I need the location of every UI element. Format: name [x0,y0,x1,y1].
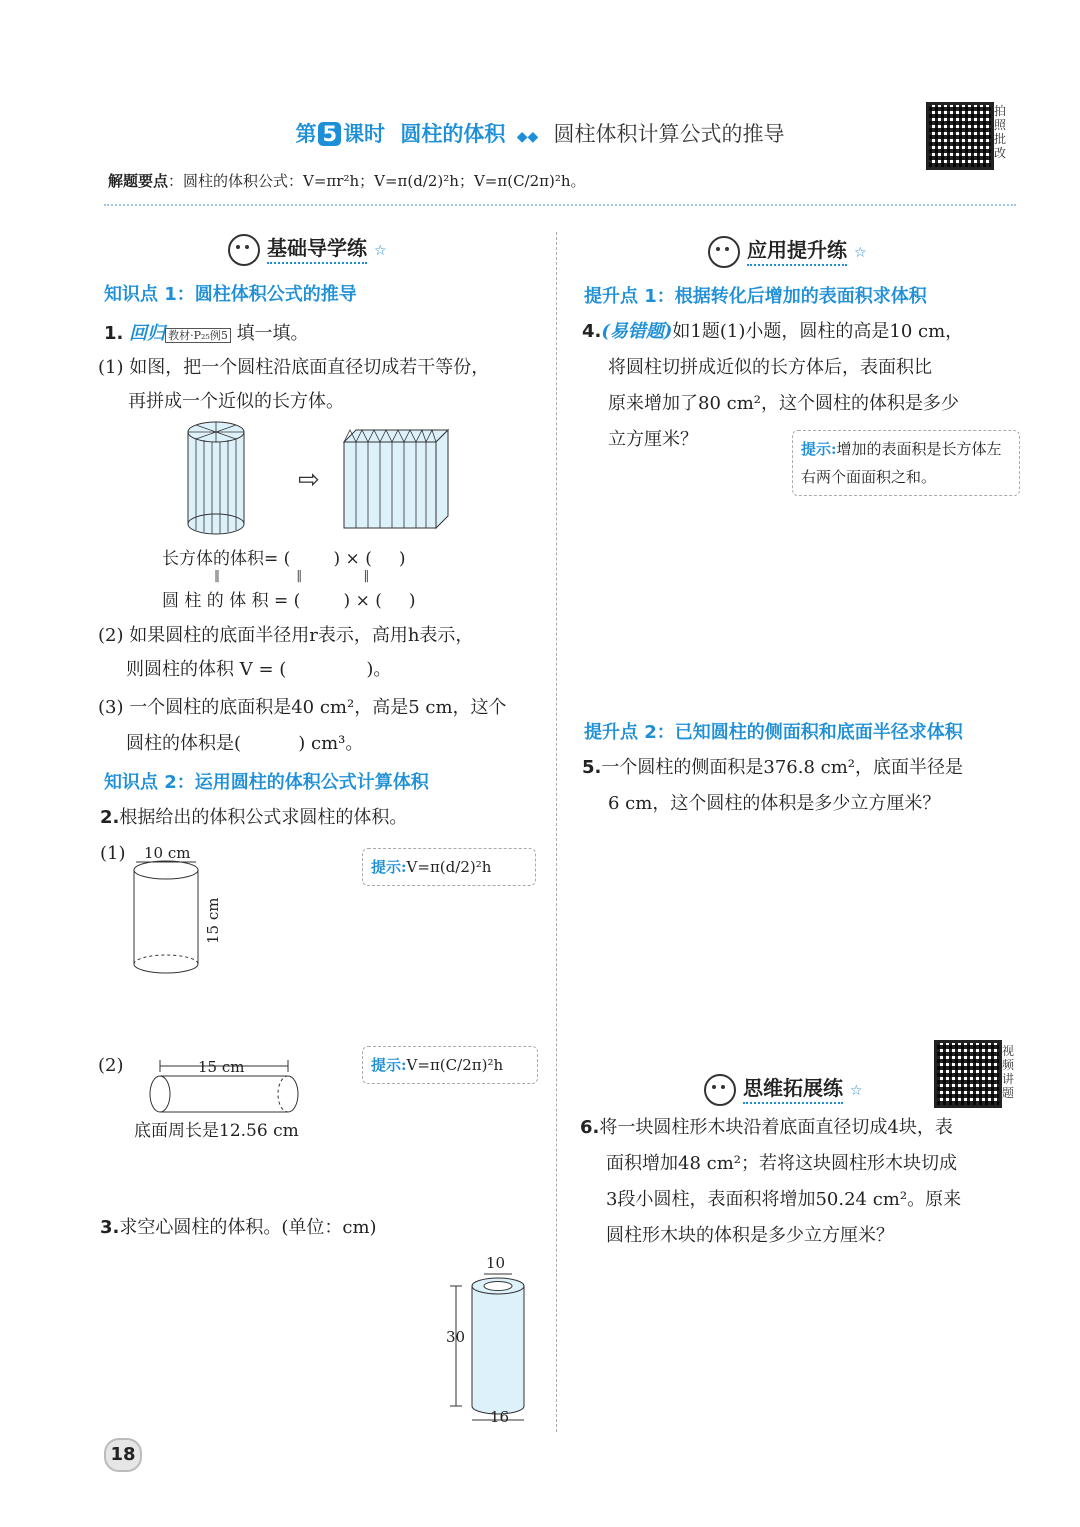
lesson-prefix: 第 [295,122,317,146]
q5-number: 5. [582,757,602,778]
q1-part3: (3) 一个圆柱的底面积是40 cm²，高是5 cm，这个 [98,697,507,718]
equal-marks: ‖ ‖ ‖ [214,568,370,582]
tip-point-2: 提升点 2：已知圆柱的侧面积和底面半径求体积 [584,722,963,743]
q6-number: 6. [580,1117,600,1138]
q5-line-1: 一个圆柱的侧面积是376.8 cm²，底面半径是 [601,757,963,778]
q6-line-1: 将一块圆柱形木块沿着底面直径切成4块，表 [599,1117,953,1138]
q4-tag: (易错题) [601,321,673,342]
lesson-suffix: 课时 [343,122,386,146]
q2-1-diameter: 10 cm [144,844,191,862]
q6-line-4: 圆柱形木块的体积是多少立方厘米？ [606,1225,894,1246]
star-icon-3: ☆ [849,1083,863,1099]
q2-text: 根据给出的体积公式求圆柱的体积。 [119,807,408,828]
q4-hint-text: 增加的表面积是长方体左右两个面面积之和。 [801,440,1002,486]
qr-label-correction: 拍照批改 [994,104,1007,160]
qr-label-video: 视频讲题 [1002,1044,1015,1100]
knowledge-point-1: 知识点 1：圆柱体积公式的推导 [104,284,357,305]
q2-hint-1 [362,848,536,886]
keypoints-text: ：圆柱的体积公式：V=πr²h；V=π(d/2)²h；V=π(C/2π)²h。 [168,172,586,190]
hint-2-label: 提示: [371,1056,407,1074]
lesson-number: 5 [318,122,341,146]
section-apply-title: 应用提升练 [747,238,847,266]
q2-1-height: 15 cm [204,897,222,944]
cylinder-to-cuboid-figure [180,420,460,536]
hint-1-formula: V=π(d/2)²h [406,858,492,876]
q1-part2b: 则圆柱的体积 V = ( )。 [126,659,392,680]
lesson-title [0,118,1080,148]
star-icon-2: ☆ [853,245,867,261]
hint-2-formula: V=π(C/2π)²h [406,1056,504,1074]
q4-number: 4. [582,321,602,342]
q3-text: 求空心圆柱的体积。(单位：cm) [119,1217,377,1238]
q3-number: 3. [100,1217,120,1238]
q3-inner-diameter: 10 [486,1254,506,1272]
q5-line-2: 6 cm，这个圆柱的体积是多少立方厘米？ [608,793,941,814]
question-3 [100,1210,377,1246]
qr-code-video[interactable] [934,1040,1002,1108]
q1-part1: (1) 如图，把一个圆柱沿底面直径切成若干等份， [98,357,490,378]
q4-hint [792,430,1020,496]
q2-number: 2. [100,807,120,828]
section-apply [708,234,867,268]
tip-point-1: 提升点 1：根据转化后增加的表面积求体积 [584,286,927,307]
qr-code-correction[interactable] [926,102,994,170]
q4-line-1: 如1题(1)小题，圆柱的高是10 cm， [672,321,964,342]
lesson-topic: 圆柱的体积 [400,122,506,146]
section-extend-title: 思维拓展练 [743,1076,843,1104]
section-basic-title: 基础导学练 [267,236,367,264]
question-4 [582,314,963,350]
q6-line-2: 面积增加48 cm²；若将这块圆柱形木块切成 [606,1153,957,1174]
q1-part3b: 圆柱的体积是( ) cm³。 [126,733,364,754]
diamond-icon: ◆◆ [516,129,539,145]
question-6 [580,1110,953,1146]
cuboid-volume-formula: 长方体的体积= ( ) × ( ) [162,549,406,569]
q4-hint-label: 提示: [801,440,837,458]
q1-part1b: 再拼成一个近似的长方体。 [128,391,344,412]
transform-arrow-icon: ⇨ [298,465,320,495]
mascot-icon-3 [704,1074,736,1106]
page-number: 18 [104,1438,142,1472]
column-divider [556,232,557,1432]
question-5 [582,750,963,786]
star-icon: ☆ [373,243,387,259]
q4-line-2: 将圆柱切拼成近似的长方体后，表面积比 [608,357,932,378]
q2-2-circumference: 底面周长是12.56 cm [134,1121,299,1141]
hint-1-label: 提示: [371,858,407,876]
q2-cylinder-horizontal [140,1052,310,1122]
q1-part2: (2) 如果圆柱的底面半径用r表示，高用h表示， [98,625,474,646]
q2-cylinder-upright [126,840,236,980]
sliced-cylinder [188,422,244,534]
cylinder-volume-formula: 圆 柱 的 体 积 = ( ) × ( ) [162,591,416,611]
q1-book-ref: 教材·P₂₅例5 [165,328,231,343]
q4-line-3: 原来增加了80 cm²，这个圆柱的体积是多少 [608,393,959,414]
q1-text: 填一填。 [236,323,309,344]
q4-line-4: 立方厘米？ [608,429,698,450]
q1-tag: 回归 [129,323,166,344]
section-extend [704,1072,863,1106]
q3-outer-diameter: 16 [490,1408,510,1426]
section-basic [228,232,387,266]
q1-number: 1. [104,323,124,344]
approx-cuboid [344,430,448,528]
mascot-icon-2 [708,236,740,268]
keypoints-label: 解题要点 [108,172,169,190]
q2-1-label: (1) [100,843,126,864]
q2-2-length: 15 cm [198,1058,245,1076]
question-2 [100,800,407,836]
keypoints [108,170,586,191]
header-divider [104,204,1016,206]
q2-2-label: (2) [98,1055,124,1076]
q3-height: 30 [446,1328,466,1346]
mascot-icon [228,234,260,266]
hollow-cylinder-figure [432,1250,542,1430]
q2-hint-2 [362,1046,538,1084]
lesson-subtopic: 圆柱体积计算公式的推导 [553,122,785,146]
question-1 [104,316,544,354]
knowledge-point-2: 知识点 2：运用圆柱的体积公式计算体积 [104,772,429,793]
q6-line-3: 3段小圆柱，表面积将增加50.24 cm²。原来 [606,1189,962,1210]
